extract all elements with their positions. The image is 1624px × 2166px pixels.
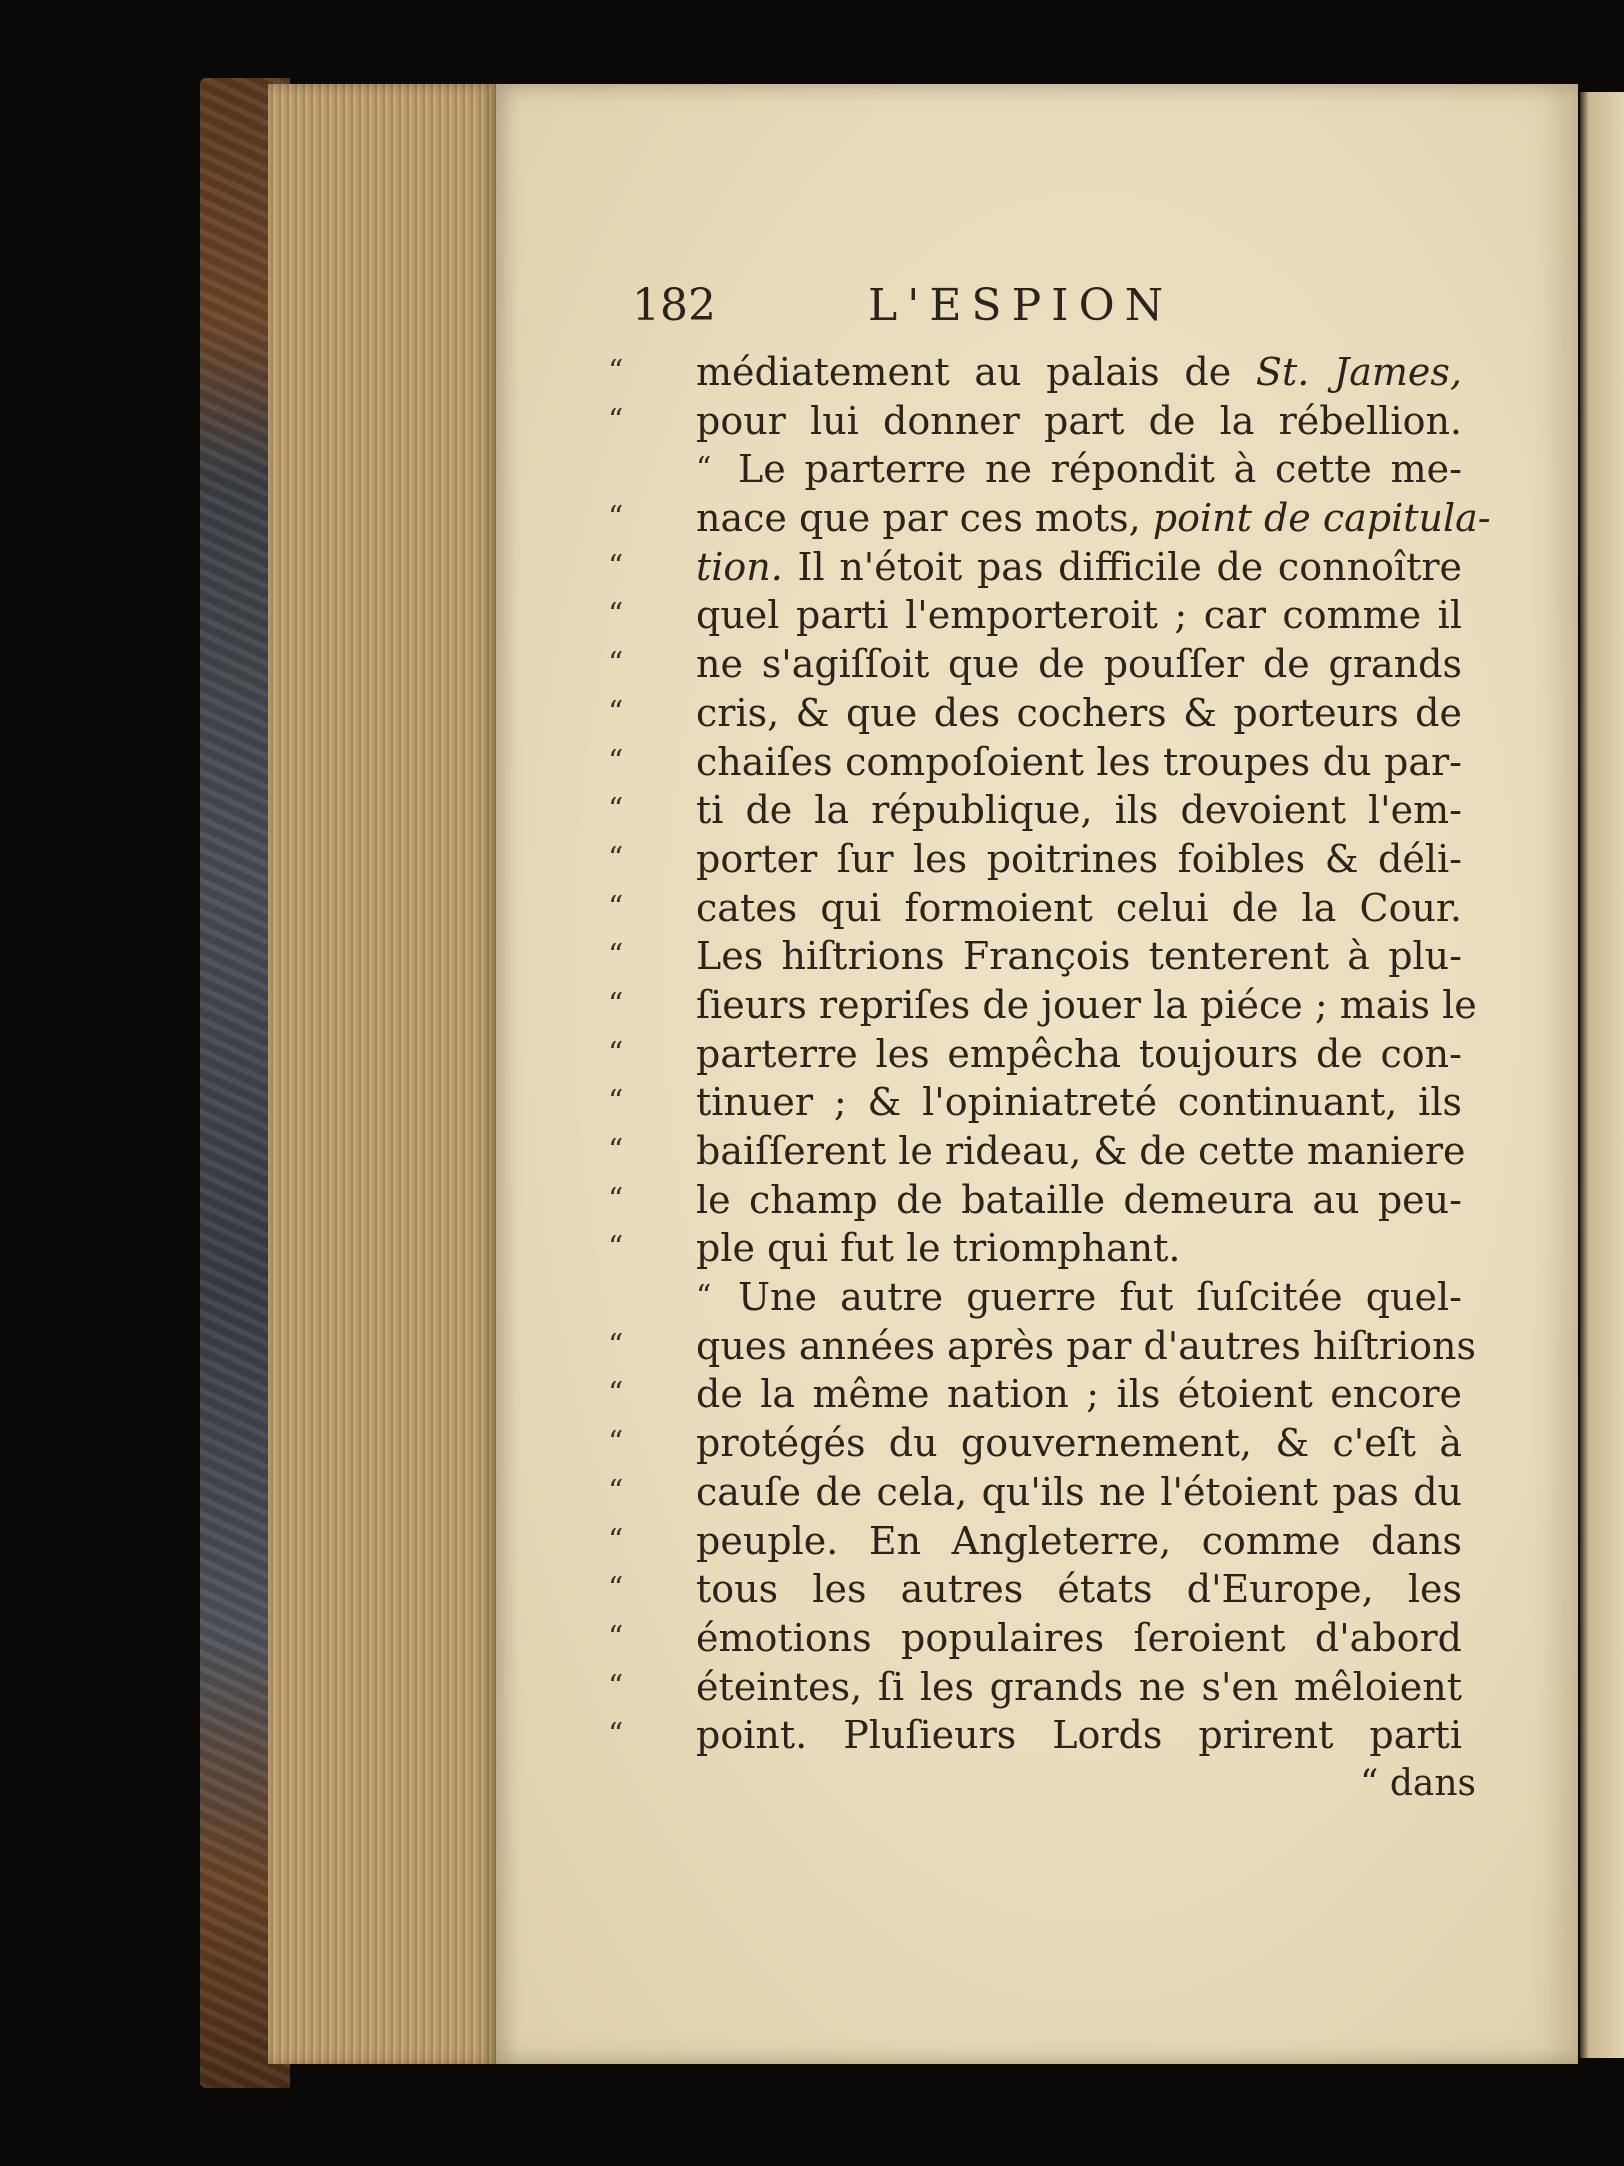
text-line bbox=[608, 1614, 1462, 1663]
adjacent-page-edge bbox=[1580, 92, 1624, 2058]
margin-quote-mark: “ bbox=[608, 1035, 624, 1071]
line-text-roman: Les hiſtrions François tenterent à plu- bbox=[696, 934, 1462, 979]
line-text bbox=[696, 1370, 1462, 1419]
text-line bbox=[608, 1224, 1462, 1273]
line-text bbox=[696, 1517, 1462, 1566]
line-text-roman: cris, & que des cochers & porteurs de bbox=[696, 690, 1462, 735]
page-number: 182 bbox=[632, 280, 716, 331]
line-text bbox=[696, 932, 1462, 981]
margin-quote-mark: “ bbox=[608, 354, 624, 389]
line-text bbox=[696, 1322, 1477, 1371]
text-line bbox=[608, 1565, 1462, 1614]
page-fore-edge bbox=[268, 84, 498, 2064]
catchword-line bbox=[632, 1760, 1476, 1809]
line-text-roman: parterre les empêcha toujours de con- bbox=[696, 1031, 1462, 1076]
margin-quote-mark: “ bbox=[608, 1230, 624, 1266]
line-text-roman: ques années après par d'autres hiſtrions bbox=[696, 1323, 1477, 1368]
margin-quote-mark: “ bbox=[608, 1084, 624, 1120]
line-text-roman: éteintes, ſi les grands ne s'en mêloient bbox=[696, 1664, 1462, 1709]
line-text-roman: ti de la république, ils devoient l'em- bbox=[696, 788, 1462, 833]
line-text-roman: le champ de bataille demeura au peu- bbox=[696, 1177, 1462, 1222]
margin-quote-mark: “ bbox=[608, 548, 624, 584]
page-header bbox=[632, 264, 1462, 348]
line-text bbox=[696, 1224, 1462, 1273]
text-line bbox=[608, 1176, 1462, 1225]
margin-quote-mark: “ bbox=[608, 889, 624, 925]
line-text-italic: tion. bbox=[696, 544, 783, 589]
line-text bbox=[696, 981, 1477, 1030]
text-line bbox=[608, 640, 1462, 689]
line-text bbox=[738, 1273, 1462, 1322]
margin-quote-mark: “ bbox=[608, 938, 624, 974]
line-text bbox=[696, 1468, 1462, 1517]
line-text-roman: cauſe de cela, qu'ils ne l'étoient pas du bbox=[696, 1469, 1462, 1514]
margin-quote-mark: “ bbox=[608, 743, 624, 779]
line-text-roman: ple qui fut le triomphant. bbox=[696, 1226, 1181, 1271]
text-line bbox=[608, 348, 1463, 397]
line-text bbox=[696, 591, 1462, 640]
margin-quote-mark: “ bbox=[608, 1668, 624, 1704]
line-text-roman: ne s'agiſſoit que de pouſſer de grands bbox=[696, 642, 1462, 687]
text-lines bbox=[608, 348, 1491, 1760]
text-line bbox=[632, 1273, 1462, 1322]
text-line bbox=[608, 1663, 1462, 1712]
line-text bbox=[696, 689, 1462, 738]
margin-quote-mark: “ bbox=[608, 792, 624, 828]
text-line bbox=[608, 835, 1462, 884]
line-text bbox=[696, 1419, 1462, 1468]
text-line bbox=[608, 981, 1477, 1030]
line-text bbox=[696, 884, 1462, 933]
margin-quote-mark: “ bbox=[608, 402, 624, 438]
line-text bbox=[696, 543, 1462, 592]
line-text bbox=[696, 1614, 1462, 1663]
margin-quote-mark: “ bbox=[608, 1473, 624, 1509]
text-line bbox=[608, 1468, 1462, 1517]
book-page bbox=[496, 84, 1578, 2064]
line-text-italic: point de capitula- bbox=[1152, 496, 1491, 541]
margin-quote-mark: “ bbox=[608, 500, 624, 536]
text-line bbox=[632, 445, 1462, 494]
line-text-roman: protégés du gouvernement, & c'eſt à bbox=[696, 1421, 1462, 1466]
line-text-after: Il n'étoit pas difficile de connoître bbox=[782, 544, 1462, 589]
margin-quote-mark: “ bbox=[608, 1717, 624, 1753]
text-line bbox=[608, 591, 1462, 640]
line-text bbox=[738, 445, 1462, 494]
text-line bbox=[608, 494, 1491, 543]
line-text bbox=[696, 640, 1462, 689]
margin-quote-mark: “ bbox=[608, 1327, 624, 1363]
page-text-block bbox=[608, 264, 1491, 1809]
line-text-roman: baiſſerent le rideau, & de cette maniere bbox=[696, 1129, 1466, 1173]
line-text-roman: de la même nation ; ils étoient encore bbox=[696, 1372, 1462, 1417]
line-text-roman: pour lui donner part de la rébellion. bbox=[696, 398, 1462, 443]
running-head: L'ESPION bbox=[868, 280, 1174, 331]
text-line bbox=[608, 1419, 1462, 1468]
margin-quote-mark: “ bbox=[608, 646, 624, 682]
line-text bbox=[696, 348, 1462, 397]
line-text-roman: Une autre guerre fut ſuſcitée quel- bbox=[738, 1275, 1462, 1320]
text-line bbox=[608, 689, 1462, 738]
margin-quote-mark: “ bbox=[608, 1571, 624, 1607]
text-line bbox=[608, 1370, 1462, 1419]
margin-quote-mark: “ bbox=[608, 597, 624, 633]
line-text-roman: tous les autres états d'Europe, les bbox=[696, 1567, 1462, 1612]
line-text bbox=[696, 738, 1462, 787]
line-text-roman: quel parti l'emporteroit ; car comme il bbox=[696, 593, 1462, 638]
line-text-roman: ſieurs repriſes de jouer la piéce ; mais le bbox=[696, 982, 1477, 1027]
line-text-roman: porter ſur les poitrines foibles & déli- bbox=[696, 836, 1462, 881]
line-text bbox=[696, 1030, 1462, 1079]
text-line bbox=[608, 932, 1462, 981]
line-text-roman: nace que par ces mots, bbox=[696, 496, 1153, 541]
line-text-roman: cates qui formoient celui de la Cour. bbox=[696, 885, 1462, 930]
line-text-roman: chaiſes compoſoient les troupes du par- bbox=[696, 739, 1462, 784]
text-line bbox=[608, 1711, 1462, 1760]
text-line bbox=[608, 786, 1462, 835]
line-text-roman: peuple. En Angleterre, comme dans bbox=[696, 1518, 1462, 1563]
line-text bbox=[696, 397, 1462, 446]
margin-quote-mark: “ bbox=[608, 840, 624, 876]
paragraph-quote-mark: “ bbox=[696, 451, 712, 487]
text-line bbox=[608, 1322, 1477, 1371]
line-text-roman: émotions populaires ſeroient d'abord bbox=[696, 1615, 1462, 1660]
margin-quote-mark: “ bbox=[608, 1522, 624, 1558]
line-text bbox=[696, 835, 1462, 884]
text-line bbox=[608, 1030, 1462, 1079]
line-text-roman: point. Pluſieurs Lords prirent parti bbox=[696, 1713, 1462, 1758]
line-text bbox=[696, 1565, 1462, 1614]
text-line bbox=[608, 884, 1462, 933]
margin-quote-mark: “ bbox=[608, 1133, 624, 1168]
line-text bbox=[696, 1711, 1462, 1760]
margin-quote-mark: “ bbox=[608, 1181, 624, 1217]
line-text bbox=[696, 786, 1462, 835]
line-text-roman: tinuer ; & l'opiniatreté continuant, ils bbox=[696, 1080, 1462, 1125]
margin-quote-mark: “ bbox=[608, 1376, 624, 1412]
margin-quote-mark: “ bbox=[608, 694, 624, 730]
line-text bbox=[696, 1663, 1462, 1712]
line-text bbox=[696, 1078, 1462, 1127]
margin-quote-mark: “ bbox=[608, 986, 624, 1022]
line-text-italic: St. James, bbox=[1255, 350, 1463, 394]
line-text bbox=[696, 1176, 1462, 1225]
text-line bbox=[608, 738, 1462, 787]
line-text-roman: Le parterre ne répondit à cette me- bbox=[738, 447, 1462, 492]
line-text bbox=[696, 494, 1491, 543]
text-line bbox=[608, 1127, 1466, 1176]
text-line bbox=[608, 1078, 1462, 1127]
line-text-roman: médiatement au palais de bbox=[696, 350, 1256, 394]
text-line bbox=[608, 543, 1462, 592]
line-text bbox=[696, 1127, 1466, 1176]
margin-quote-mark: “ bbox=[608, 1425, 624, 1461]
catchword: “ dans bbox=[1359, 1762, 1476, 1804]
margin-quote-mark: “ bbox=[608, 1619, 624, 1655]
text-line bbox=[608, 1517, 1462, 1566]
paragraph-quote-mark: “ bbox=[696, 1279, 712, 1315]
text-line bbox=[608, 397, 1462, 446]
